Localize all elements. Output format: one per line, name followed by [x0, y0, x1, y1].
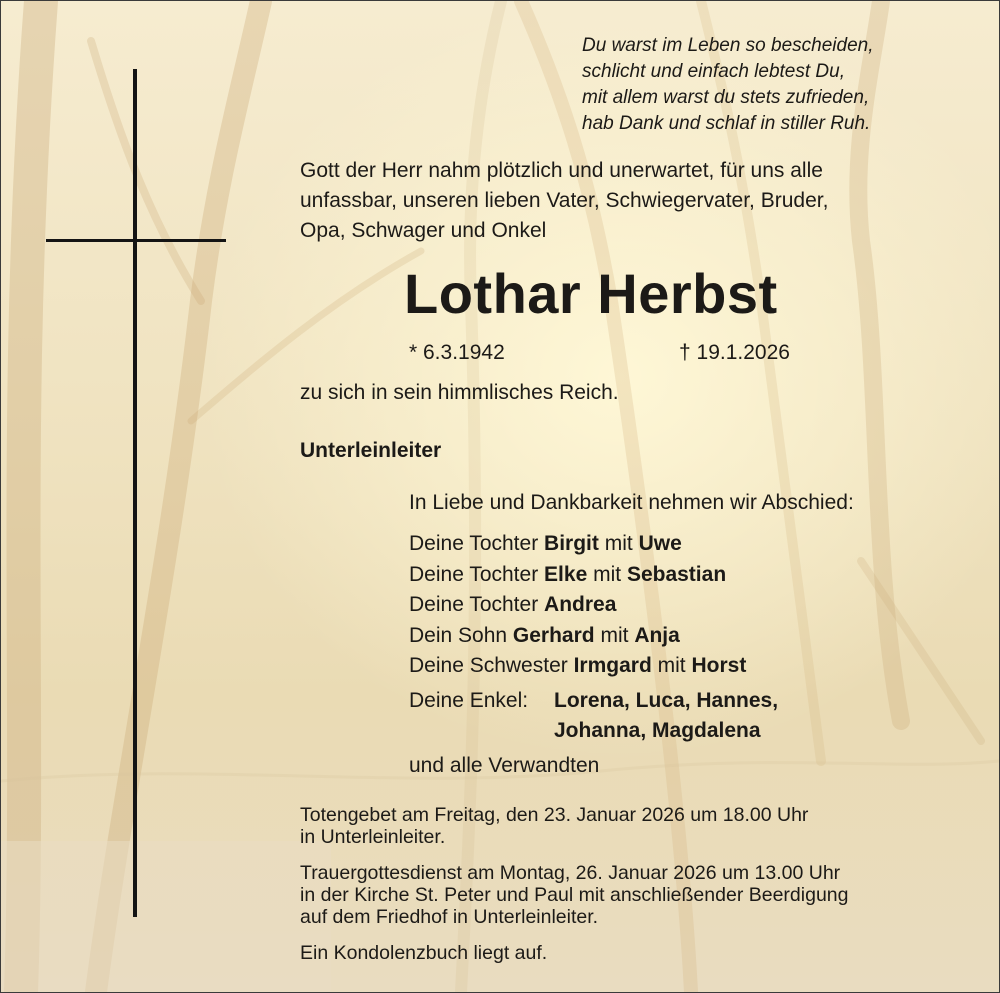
poem-line: Du warst im Leben so bescheiden,	[582, 35, 874, 56]
condolence-line: Ein Kondolenzbuch liegt auf.	[300, 942, 548, 964]
intro-line: unfassbar, unseren lieben Vater, Schwiegervater, Bruder,	[300, 189, 829, 212]
partner-name: Uwe	[638, 532, 682, 555]
conjunction: mit	[604, 532, 633, 555]
closing-line: zu sich in sein himmlisches Reich.	[300, 381, 619, 404]
family-list	[409, 529, 746, 682]
service-line: Trauergottesdienst am Montag, 26. Januar 2026 um 13.00 Uhr	[300, 862, 841, 884]
service-line: auf dem Friedhof in Unterleinleiter.	[300, 906, 599, 928]
grandchildren-row	[409, 686, 778, 716]
intro-text	[300, 156, 828, 246]
partner-name: Sebastian	[626, 562, 727, 586]
poem	[582, 33, 874, 137]
death-date: † 19.1.2026	[679, 341, 790, 364]
partner-name: Anja	[634, 623, 680, 647]
prayer-line: in Unterleinleiter.	[300, 826, 446, 848]
family-member-row	[409, 560, 746, 591]
conjunction: mit	[657, 654, 686, 677]
spacer	[300, 928, 848, 942]
member-name: Birgit	[544, 532, 599, 555]
member-name: Irmgard	[573, 654, 652, 677]
member-name: Elke	[544, 562, 588, 586]
partner-name: Horst	[691, 654, 747, 677]
family-member-row	[409, 590, 746, 621]
conjunction: mit	[593, 562, 622, 586]
grandchildren-names: Lorena, Luca, Hannes,	[554, 689, 779, 712]
place-name: Unterleinleiter	[300, 439, 442, 462]
family-member-row	[409, 529, 746, 560]
grandchildren-names-continued: Johanna, Magdalena	[554, 719, 761, 742]
relatives-line: und alle Verwandten	[409, 754, 600, 777]
relation: Deine Tochter	[409, 562, 539, 586]
cross-vertical-bar	[133, 69, 137, 917]
birth-date: * 6.3.1942	[409, 341, 505, 364]
member-name: Andrea	[544, 593, 617, 616]
deceased-name: Lothar Herbst	[404, 262, 778, 325]
grandchildren	[409, 686, 778, 746]
cross-horizontal-bar	[46, 239, 226, 242]
family-member-row	[409, 621, 746, 652]
conjunction: mit	[600, 623, 629, 647]
poem-line: mit allem warst du stets zufrieden,	[582, 87, 870, 108]
poem-line: schlicht und einfach lebtest Du,	[582, 61, 845, 82]
farewell-line: In Liebe und Dankbarkeit nehmen wir Abschied:	[409, 491, 854, 514]
intro-line: Gott der Herr nahm plötzlich und unerwartet, für uns alle	[300, 159, 823, 182]
member-name: Gerhard	[512, 623, 595, 647]
service-line: in der Kirche St. Peter und Paul mit anschließender Beerdigung	[300, 884, 849, 906]
intro-line: Opa, Schwager und Onkel	[300, 219, 547, 242]
relation: Deine Schwester	[409, 654, 568, 677]
relation: Deine Tochter	[409, 532, 539, 555]
family-member-row	[409, 651, 746, 682]
poem-line: hab Dank und schlaf in stiller Ruh.	[582, 113, 871, 134]
spacer	[300, 848, 848, 862]
prayer-line: Totengebet am Freitag, den 23. Januar 2026 um 18.00 Uhr	[300, 804, 809, 826]
relation: Dein Sohn	[409, 623, 508, 647]
relation: Deine Tochter	[409, 593, 539, 616]
grandchildren-label: Deine Enkel:	[409, 689, 529, 712]
events-info	[300, 804, 848, 964]
